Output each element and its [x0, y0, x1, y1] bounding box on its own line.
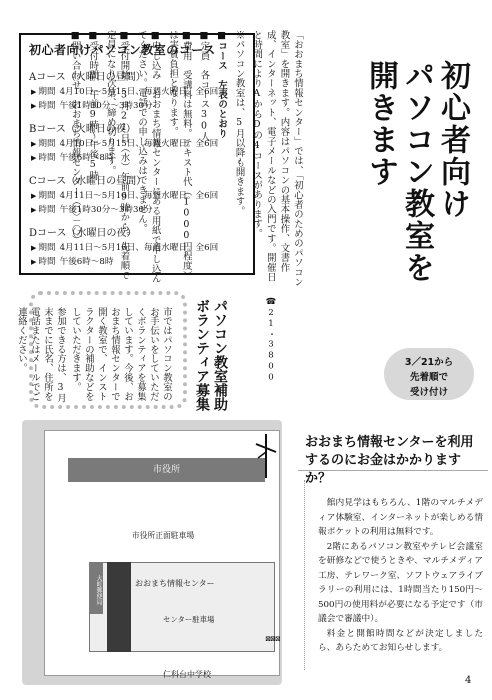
start-date-badge — [384, 348, 474, 400]
railway-icon: ⊠⊠⊠ — [265, 635, 280, 643]
detail-hours: ■受付時間 午前9時〜午後5時 — [87, 30, 99, 181]
headline-line: 初心者向け — [435, 60, 470, 220]
info-section-title: おおまち情報センターを利用するのにお金はかかりますか？ — [305, 435, 474, 486]
intro-note: ※パソコン教室は、5月以降も開きます。 — [233, 30, 245, 216]
volunteer-title: パソコン教室補助 ボランティア募集 — [194, 299, 228, 411]
triangle-bullet-icon: ▶ — [31, 154, 37, 162]
badge-line: 受け付け — [409, 387, 448, 398]
headline-line: 開きます — [363, 60, 398, 188]
triangle-bullet-icon: ▶ — [31, 192, 37, 200]
course-name: Aコース（火曜日の昼間） — [29, 72, 146, 83]
badge-line: 3／21から — [404, 357, 454, 368]
detail-capacity: ■定員 各コース30人 — [198, 30, 210, 142]
triangle-bullet-icon: ▶ — [31, 258, 37, 266]
info-paragraph: 2階にあるパソコン教室やテレビ会議室を研修などで使うときや、マルチメディア工房、テレワーク室、ソフトウェアライブラリーの利用には、1時間当たり150円〜500円の使用料が必要になる予定です（市議会で審議中）。 — [318, 541, 483, 624]
post-office-building: 大町郵便局 — [89, 562, 103, 614]
course-name: Bコース（火曜日の夜） — [29, 124, 136, 135]
course-item: ■コース 左表のとおり — [216, 30, 228, 139]
announcement-body — [64, 30, 304, 288]
course-box-title: 初心者向けパソコン教室のコース — [29, 43, 216, 57]
course-name: Dコース（水曜日の夜） — [29, 228, 137, 239]
course-time: ▶ 時間 午後6時〜8時 — [31, 153, 114, 163]
info-center-label: おおまち情報センター — [135, 579, 215, 588]
course-period: ▶ 期間 4月11日〜5月16日、毎週水曜日。全6回 — [31, 191, 219, 201]
location-map — [22, 420, 282, 685]
info-paragraph: 料金と開館時間などが決定しましたら、あらためてお知らせします。 — [318, 628, 483, 653]
volunteer-paragraph: 参加できる方は、3月末までに氏名、住所を電話またはメールでご連絡ください。 — [16, 307, 66, 403]
volunteer-panel — [16, 291, 187, 409]
volunteer-body — [13, 307, 173, 405]
school-label: 仁科台中学校 — [163, 670, 211, 679]
title-rule — [298, 470, 488, 471]
volunteer-paragraph: 市ではパソコン教室のお手伝いをしていただくボランティアを募集しています。今後、おおまち情報センターで開く教室で、インストラクターの補助などをしていただきます。 — [70, 307, 172, 401]
detail-start: ■受付開始 3月21日（水）午前9時から。先着順で定員になり次第、締め切ります。 — [104, 30, 130, 281]
city-hall-building: 市役所 — [68, 458, 265, 482]
map-area — [44, 430, 280, 679]
detail-fee: ■費用 受講料は無料。テキスト代（1000円程度）は実費負担となります。 — [167, 30, 192, 281]
course-period: ▶ 期間 4月11日〜5月16日、毎週水曜日。全6回 — [31, 243, 219, 253]
volunteer-phone: ☎21・3800 — [266, 297, 276, 384]
page-number: 4 — [465, 675, 472, 686]
headline-line: パソコン教室を — [399, 60, 434, 284]
triangle-bullet-icon: ▶ — [31, 88, 37, 96]
badge-line: 先着順で — [409, 372, 448, 383]
course-time: ▶ 時間 午後1時30分〜3時30分 — [31, 101, 153, 111]
intro-paragraph: 「おおまち情報センター」では、「初心者のためのパソコン教室」を開きます。内容はパソコンの基本操作、文書作成、インターネット、電子メールなどの入門です。開催日と時間によりAからDの4コースがあります。 — [251, 30, 303, 287]
course-period: ▶ 期間 4月10日〜5月15日、毎週火曜日。全6回 — [31, 87, 219, 97]
course-name: Cコース（水曜日の昼間） — [29, 176, 147, 187]
center-parking-label: センター駐車場 — [163, 615, 215, 624]
info-section-body — [318, 496, 483, 656]
triangle-bullet-icon: ▶ — [31, 102, 37, 110]
info-center-building — [107, 562, 131, 652]
course-time: ▶ 時間 午後6時〜8時 — [31, 257, 114, 267]
triangle-bullet-icon: ▶ — [31, 140, 37, 148]
triangle-bullet-icon: ▶ — [31, 244, 37, 252]
city-hall-parking-label: 市役所正面駐車場 — [131, 531, 195, 540]
info-paragraph: 館内見学はもちろん、1階のマルチメディア体験室、インターネットが楽しめる情報ポケットの利用は無料です。 — [318, 498, 483, 537]
course-time: ▶ 時間 午後1時30分〜3時30分 — [31, 205, 153, 215]
course-period: ▶ 期間 4月10日〜5月15日、毎週火曜日。全6回 — [31, 139, 219, 149]
detail-contact: ■問い合わせ おおまち情報センター（〇－〇） — [69, 30, 81, 245]
dotted-divider — [304, 480, 305, 670]
detail-application: ■申し込み おおまち情報センターにある用紙で申し込んでください。電話での申し込みはできません。 — [136, 30, 161, 284]
headline — [362, 60, 470, 350]
north-arrow-icon — [252, 432, 280, 480]
triangle-bullet-icon: ▶ — [31, 206, 37, 214]
